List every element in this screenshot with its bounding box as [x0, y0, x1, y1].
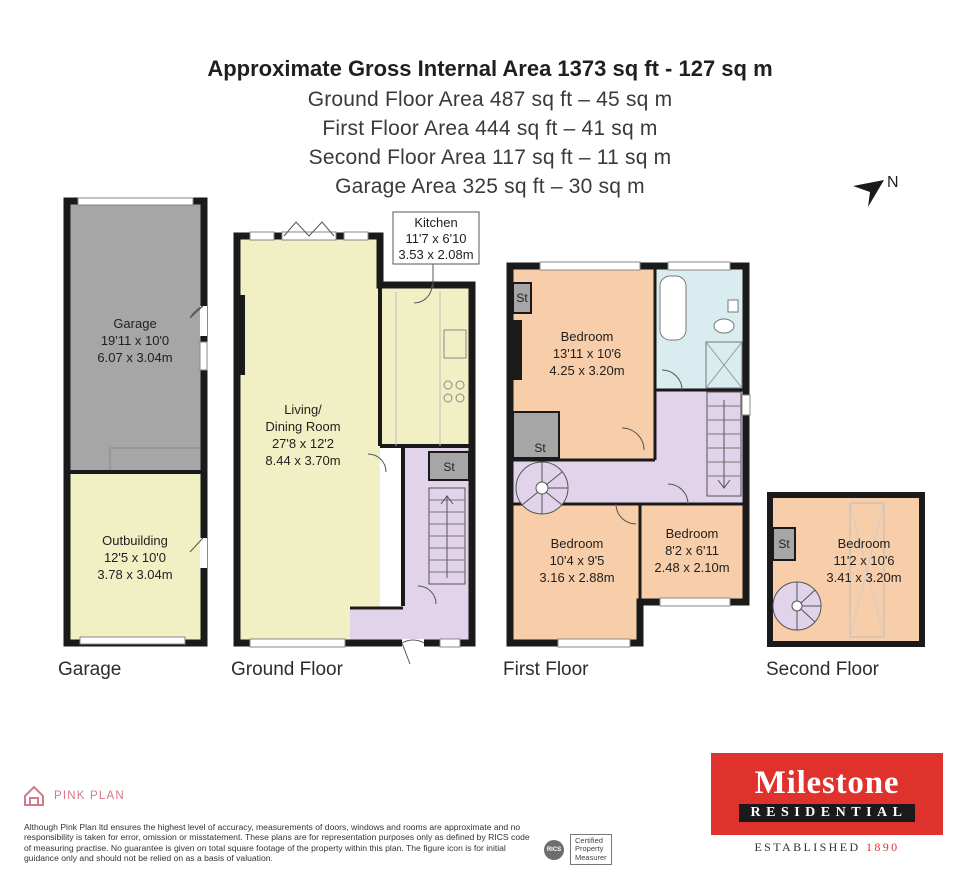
entrance-hall — [350, 608, 472, 640]
living-window-2 — [344, 232, 368, 240]
milestone-logo — [711, 753, 943, 835]
living-dim-ft: 27'8 x 12'2 — [271, 436, 335, 451]
outbuilding-name: Outbuilding — [102, 533, 168, 548]
first-floor-plan — [503, 262, 750, 680]
bedroom-2-dim-m: 3.16 x 2.88m — [539, 570, 615, 585]
chimney-breast — [513, 320, 522, 380]
bedroom-3-dim-ft: 8'2 x 6'11 — [665, 543, 719, 558]
garage-name: Garage — [113, 316, 157, 331]
fireplace — [237, 295, 245, 375]
brand-top: Milestone — [754, 765, 900, 801]
hall-window — [440, 639, 460, 647]
spiral-stair-icon — [773, 582, 821, 630]
established-line — [711, 840, 943, 855]
garage-side-door-gap — [200, 306, 207, 336]
garage-floor-label: Garage — [58, 659, 122, 680]
second-floor-plan — [766, 495, 922, 680]
pinkplan-logo — [22, 784, 125, 808]
kitchen-dim-ft: 11'7 x 6'10 — [405, 231, 467, 246]
brand-bottom: RESIDENTIAL — [739, 804, 916, 822]
bedroom-2-window — [558, 639, 630, 647]
garage-window-side — [200, 342, 207, 370]
garage-dim-m: 6.07 x 3.04m — [97, 350, 173, 365]
toilet-icon — [714, 319, 734, 333]
outbuilding-dim-m: 3.78 x 3.04m — [97, 567, 173, 582]
pinkplan-text: PINK PLAN — [54, 790, 125, 802]
bath-icon — [660, 276, 686, 340]
kitchen-label-box — [393, 212, 479, 288]
storage-label: St — [534, 441, 546, 455]
kitchen-dim-m: 3.53 x 2.08m — [398, 247, 474, 262]
living-window-1 — [250, 232, 274, 240]
living-name-1: Living/ — [284, 402, 322, 417]
outbuilding-window — [80, 637, 185, 644]
kitchen-name: Kitchen — [414, 215, 458, 230]
rics-certified — [570, 834, 612, 865]
outbuilding-dim-ft: 12'5 x 10'0 — [103, 550, 167, 565]
storage-label: St — [516, 291, 528, 305]
kitchen-room — [380, 288, 472, 448]
garage-dim-ft: 19'11 x 10'0 — [100, 333, 170, 348]
house-logo-icon — [22, 784, 46, 808]
second-floor-area: Second Floor Area 117 sq ft – 11 sq m — [308, 146, 672, 169]
garage-door-opening — [78, 198, 193, 205]
landing-window — [742, 395, 750, 415]
rics-line-1: Certified — [575, 836, 603, 845]
rics-line-2: Property — [575, 844, 604, 854]
bedroom-4-dim-m: 3.41 x 3.20m — [826, 570, 902, 585]
bedroom-2-name: Bedroom — [550, 536, 604, 551]
front-window — [250, 639, 345, 647]
garage-area: Garage Area 325 sq ft – 30 sq m — [335, 175, 645, 198]
bedroom-window — [540, 262, 640, 270]
basin-icon — [728, 300, 738, 312]
established-text: ESTABLISHED — [754, 840, 861, 854]
outbuilding-door-gap — [200, 538, 207, 568]
bedroom-3-name: Bedroom — [665, 526, 719, 541]
bedroom-4-dim-ft: 11'2 x 10'6 — [833, 553, 895, 568]
bedroom-4-name: Bedroom — [837, 536, 891, 551]
bedroom-2-dim-ft: 10'4 x 9'5 — [549, 553, 605, 568]
rics-seal-icon: RICS — [544, 840, 564, 860]
storage-label: St — [443, 460, 455, 474]
main-bedroom-name: Bedroom — [560, 329, 614, 344]
bathroom-window — [668, 262, 730, 270]
compass-label: N — [887, 174, 899, 191]
established-year: 1890 — [865, 840, 900, 854]
living-dim-m: 8.44 x 3.70m — [265, 453, 341, 468]
second-floor-label: Second Floor — [766, 659, 880, 680]
storage-label: St — [778, 537, 790, 551]
north-arrow-icon — [853, 174, 899, 207]
ground-floor-plan — [231, 212, 479, 680]
rics-badge — [544, 834, 612, 865]
disclaimer-text: Although Pink Plan ltd ensures the highest level of accuracy, measurements of doors, windows and rooms are approximate and no responsibility is taken for error, omission or misstatement. These plans are for representation purposes only as defined by RICS code of measuring practise. No guarantee is given on total square footage of the property within this plan. The figure icon is for initial guidance only and should not be relied on as a basis of valuation. — [24, 822, 530, 864]
first-floor-area: First Floor Area 444 sq ft – 41 sq m — [322, 117, 658, 140]
rics-line-3: Measurer — [575, 852, 607, 862]
main-bedroom-dim-ft: 13'11 x 10'6 — [552, 346, 622, 361]
bedroom-3-dim-m: 2.48 x 2.10m — [654, 560, 730, 575]
living-name-2: Dining Room — [265, 419, 341, 434]
ground-floor-label: Ground Floor — [231, 659, 343, 680]
garage-block — [58, 198, 207, 680]
spiral-stair-icon — [516, 462, 568, 514]
bedroom-3-window — [660, 598, 730, 606]
gross-area-title: Approximate Gross Internal Area 1373 sq ft - 127 sq m — [207, 56, 773, 81]
main-bedroom-dim-m: 4.25 x 3.20m — [549, 363, 625, 378]
ground-floor-area: Ground Floor Area 487 sq ft – 45 sq m — [307, 88, 673, 111]
first-floor-label: First Floor — [503, 659, 589, 680]
